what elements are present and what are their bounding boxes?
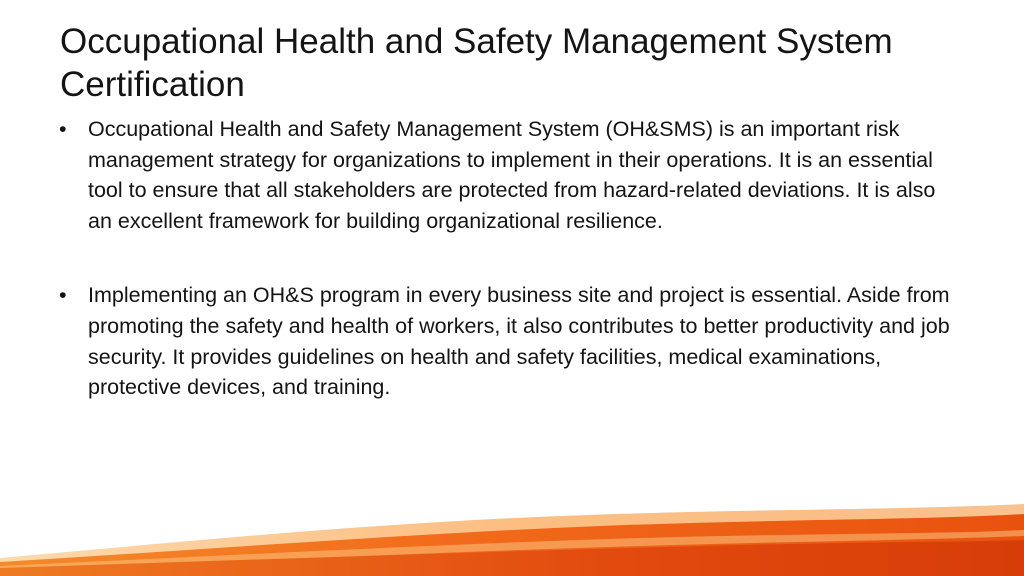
bullet-text: Occupational Health and Safety Management System (OH&SMS) is an important risk management strategy for organizations to implement in their operations. It is an essential tool to ensure that all stakeholders are protected from hazard-related deviations. It is also an excellent framework for building organizational resilience. (88, 117, 936, 233)
bullet-text: Implementing an OH&S program in every business site and project is essential. Aside from promoting the safety and health of workers, it also contributes to better productivity and job security. It provides guidelines on health and safety facilities, medical examinations, protective devices, and training. (88, 283, 950, 400)
slide-title: Occupational Health and Safety Management System Certification (60, 22, 893, 104)
orange-wave-decoration (0, 496, 1024, 576)
bullet-icon: • (59, 283, 67, 308)
bullet-item (59, 280, 959, 402)
bullet-item (59, 114, 959, 236)
bullet-list (59, 114, 959, 403)
bullet-icon: • (59, 117, 67, 141)
